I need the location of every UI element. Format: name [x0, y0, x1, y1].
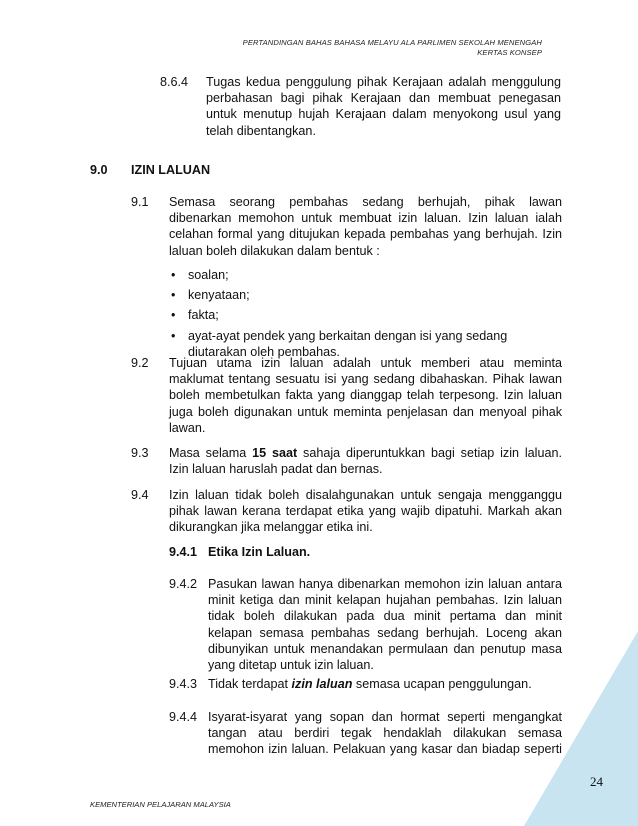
section-number: 9.4.1: [169, 545, 198, 559]
bullet-icon: •: [171, 328, 176, 343]
paragraph-9-4-4: Isyarat-isyarat yang sopan dan hormat seperti mengangkat tangan atau berdiri tegak hendaklah dilakukan semasa memohon izin laluan. Pelakuan yang kasar dan biadap seperti: [208, 710, 562, 757]
running-header: [243, 38, 542, 57]
emphasis-text: izin laluan: [291, 677, 353, 691]
list-item: • kenyataan;: [171, 288, 250, 303]
bullet-icon: •: [171, 268, 176, 282]
list-item: • soalan;: [171, 268, 229, 282]
paragraph-8-6-4: Tugas kedua penggulung pihak Kerajaan adalah menggulung perbahasan bagi pihak Kerajaan dan membuat penegasan untuk menutup hujah Kerajaan dalam menyokong usul yang telah dibentangkan.: [206, 75, 561, 138]
section-number: 9.4.2: [169, 577, 198, 591]
subsection-heading: Etika Izin Laluan.: [208, 545, 311, 559]
paragraph-9-1: Semasa seorang pembahas sedang berhujah, pihak lawan dibenarkan memohon untuk membuat izin laluan. Izin laluan ialah celahan formal yang ditujukan kepada pembahas yang berhujah. Izin laluan boleh dilakukan dalam bentuk :: [169, 195, 562, 258]
decorative-corner: [524, 631, 638, 826]
paragraph-9-4-3: Tidak terdapat izin laluan semasa ucapan penggulungan.: [208, 677, 532, 691]
section-number: 8.6.4: [160, 75, 189, 89]
header-title: PERTANDINGAN BAHAS BAHASA MELAYU ALA PARLIMEN SEKOLAH MENENGAH: [242, 38, 542, 47]
footer-text: KEMENTERIAN PELAJARAN MALAYSIA: [90, 800, 231, 809]
section-number: 9.1: [131, 195, 149, 209]
section-number: 9.3: [131, 446, 149, 460]
section-number: 9.0: [90, 163, 108, 177]
section-heading: IZIN LALUAN: [131, 163, 211, 177]
paragraph-9-3: Masa selama 15 saat sahaja diperuntukkan bagi setiap izin laluan. Izin laluan haruslah padat dan bernas.: [169, 446, 562, 477]
header-subtitle: KERTAS KONSEP: [477, 48, 542, 57]
section-number: 9.4: [131, 488, 149, 502]
page-number: 24: [590, 774, 603, 789]
paragraph-9-4: Izin laluan tidak boleh disalahgunakan untuk sengaja mengganggu pihak lawan kerana terdapat etika yang wajib dipatuhi. Markah akan dikurangkan jika melanggar etika ini.: [169, 488, 562, 535]
bullet-list: [169, 267, 562, 360]
section-number: 9.4.3: [169, 677, 198, 691]
bullet-icon: •: [171, 288, 176, 303]
section-number: 9.4.4: [169, 710, 198, 724]
bullet-icon: •: [171, 308, 176, 323]
paragraph-9-2: Tujuan utama izin laluan adalah untuk memberi atau meminta maklumat tentang sesuatu isi yang sedang dibahaskan. Pihak lawan boleh membetulkan fakta yang dianggap telah terpesong. Izin laluan juga boleh digunakan untuk meminta penjelasan dan menyoal pihak lawan.: [169, 356, 562, 435]
list-item: • ayat-ayat pendek yang berkaitan dengan isi yang sedang diutarakan oleh pembahas.: [171, 328, 508, 359]
list-item: • fakta;: [171, 308, 219, 323]
paragraph-9-4-2: Pasukan lawan hanya dibenarkan memohon izin laluan antara minit ketiga dan minit kelapan hujahan pembahas. Izin laluan tidak boleh dilakukan pada dua minit pertama dan minit kelapan semasa pembahas sedang berhujah. Loceng akan dibunyikan untuk menandakan permulaan dan penutup masa yang ditetap untuk izin laluan.: [208, 577, 562, 673]
emphasis-text: 15 saat: [252, 446, 298, 460]
section-number: 9.2: [131, 356, 149, 370]
